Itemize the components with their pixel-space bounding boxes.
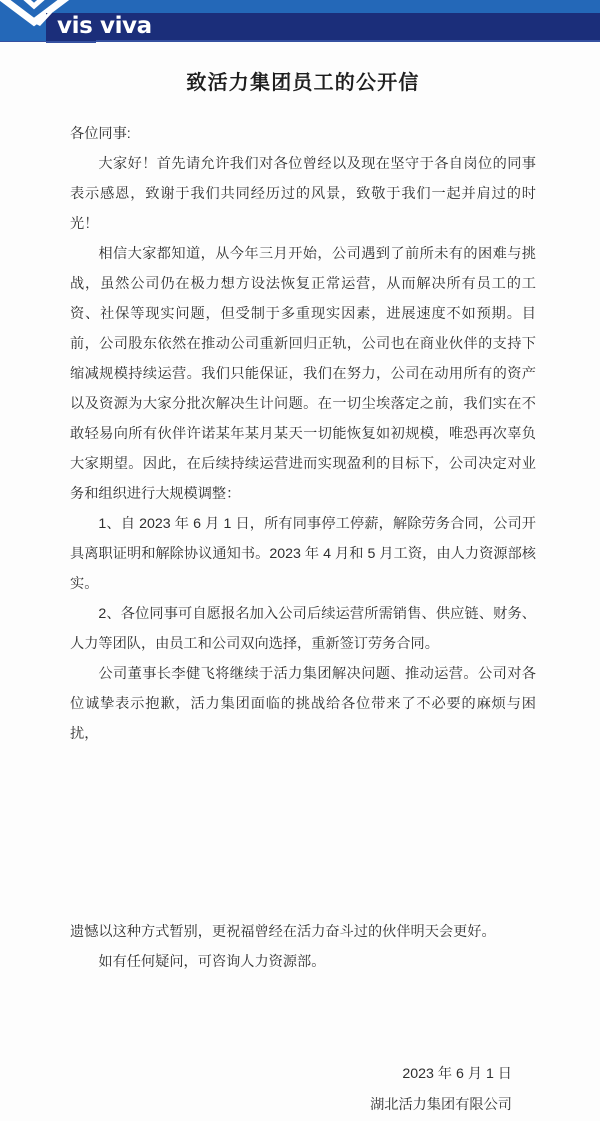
paragraph-1: 大家好！首先请允许我们对各位曾经以及现在坚守于各自岗位的同事表示感恩，致谢于我们共同经历过的风景，致敬于我们一起并肩过的时光！ xyxy=(70,156,536,232)
letterhead xyxy=(0,0,600,44)
salutation: 各位同事: xyxy=(70,126,131,142)
paragraph-3: 公司董事长李健飞将继续于活力集团解决问题、推动运营。公司对各位诚挚表示抱歉，活力集团面临的挑战给各位带来了不必要的麻烦与困扰， xyxy=(70,666,536,742)
document-body xyxy=(0,66,600,1121)
closing-line-1: 遗憾以这种方式暂别，更祝福曾经在活力奋斗过的伙伴明天会更好。 xyxy=(70,924,496,940)
list-item-2: 2、各位同事可自愿报名加入公司后续运营所需销售、供应链、财务、人力等团队，由员工和公司双向选择，重新签订劳务合同。 xyxy=(70,606,536,652)
list-item-1: 1、自 2023 年 6 月 1 日，所有同事停工停薪，解除劳务合同，公司开具离职证明和解除协议通知书。2023 年 4 月和 5 月工资，由人力资源部核实。 xyxy=(70,516,536,592)
signature-company: 湖北活力集团有限公司 xyxy=(370,1097,512,1113)
brand-wordmark: vis viva xyxy=(57,13,152,39)
blank-spacer xyxy=(70,749,536,917)
page-title: 致活力集团员工的公开信 xyxy=(186,70,420,94)
signature-block xyxy=(70,1059,536,1121)
paragraph-2: 相信大家都知道，从今年三月开始，公司遇到了前所未有的困难与挑战，虽然公司仍在极力想方设法恢复正常运营，从而解决所有员工的工资、社保等现实问题，但受制于多重现实因素，进展速度不如预期。目前，公司股东依然在推动公司重新回归正轨，公司也在商业伙伴的支持下缩减规模持续运营。我们只能保证，我们在努力，公司在动用所有的资产以及资源为大家分批次解决生计问题。在一切尘埃落定之前，我们实在不敢轻易向所有伙伴许诺某年某月某天一切能恢复如初规模，唯恐再次辜负大家期望。因此，在后续持续运营进而实现盈利的目标下，公司决定对业务和组织进行大规模调整： xyxy=(70,246,536,502)
signature-date: 2023 年 6 月 1 日 xyxy=(402,1066,512,1082)
closing-line-2: 如有任何疑问，可咨询人力资源部。 xyxy=(98,954,326,970)
